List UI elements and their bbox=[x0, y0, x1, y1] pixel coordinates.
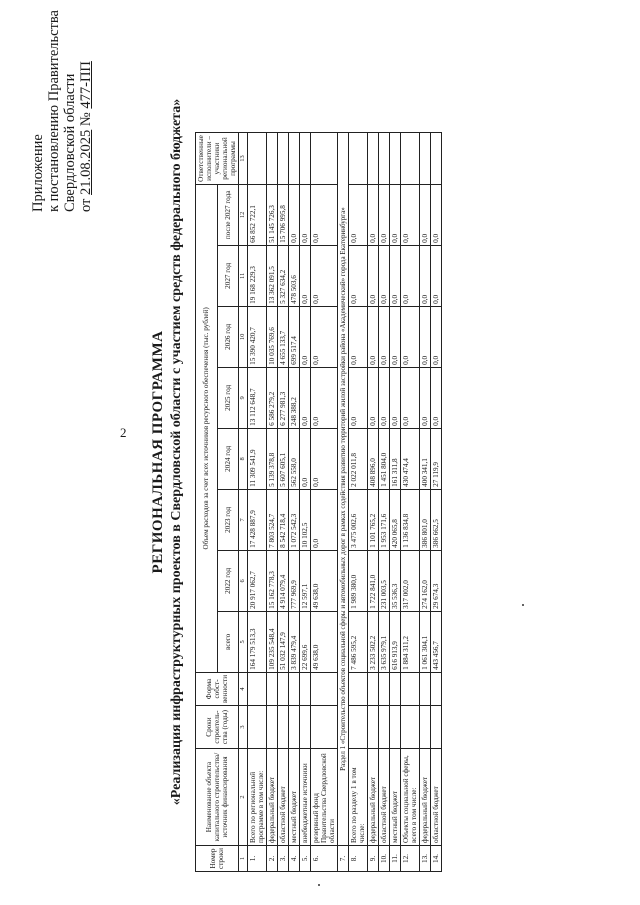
row-ownership-form bbox=[379, 672, 390, 705]
row-number: 11. bbox=[390, 846, 401, 872]
row-construction-period bbox=[248, 706, 267, 749]
row-number: 13. bbox=[420, 846, 431, 872]
row-value: 420 065,8 bbox=[390, 489, 401, 550]
section-row bbox=[338, 133, 349, 872]
row-value: 562 558,0 bbox=[289, 428, 300, 489]
row-value: 777 969,9 bbox=[289, 550, 300, 611]
table-row bbox=[390, 133, 401, 872]
row-name: областной бюджет bbox=[379, 749, 390, 846]
row-value: 15 390 420,7 bbox=[248, 306, 267, 367]
row-number: 3. bbox=[278, 846, 289, 872]
row-ownership-form bbox=[300, 672, 311, 705]
row-value: 6 277 981,3 bbox=[278, 367, 289, 428]
row-value: 0,0 bbox=[311, 428, 338, 489]
row-construction-period bbox=[431, 706, 442, 749]
row-value: 400 341,1 bbox=[420, 428, 431, 489]
row-value: 0,0 bbox=[300, 184, 311, 245]
row-value: 49 638,0 bbox=[311, 550, 338, 611]
row-value: 27 119,9 bbox=[431, 428, 442, 489]
row-ownership-form bbox=[267, 672, 278, 705]
row-ownership-form bbox=[311, 672, 338, 705]
row-value: 5 607 605,1 bbox=[278, 428, 289, 489]
section-title: Раздел 1 «Строительство объектов социальной сферы и автомобильных дорог в рамках содействия развитию территорий жилой застройки района «Академический» города Екатеринбурга» bbox=[338, 133, 349, 846]
row-value: 0,0 bbox=[289, 184, 300, 245]
row-value: 5 139 378,8 bbox=[267, 428, 278, 489]
table-row bbox=[349, 133, 368, 872]
row-value: 15 162 778,3 bbox=[267, 550, 278, 611]
header-2024: 2024 год bbox=[217, 428, 239, 489]
table-row bbox=[300, 133, 311, 872]
column-index: 8 bbox=[239, 428, 248, 489]
row-value: 231 003,5 bbox=[379, 550, 390, 611]
row-value: 0,0 bbox=[420, 306, 431, 367]
page-number: 2 bbox=[120, 425, 127, 440]
row-value: 274 162,0 bbox=[420, 550, 431, 611]
row-value: 17 428 887,9 bbox=[248, 489, 267, 550]
row-value: 13 362 091,5 bbox=[267, 245, 278, 306]
row-number: 8. bbox=[349, 846, 368, 872]
row-construction-period bbox=[390, 706, 401, 749]
table-body bbox=[239, 133, 442, 872]
row-construction-period bbox=[420, 706, 431, 749]
row-value: 1 884 311,2 bbox=[401, 611, 420, 672]
column-index: 11 bbox=[239, 245, 248, 306]
row-value: 0,0 bbox=[311, 489, 338, 550]
column-index: 2 bbox=[239, 749, 248, 846]
row-value: 22 699,6 bbox=[300, 611, 311, 672]
row-value: 478 503,6 bbox=[289, 245, 300, 306]
row-ownership-form bbox=[278, 672, 289, 705]
row-value: 0,0 bbox=[311, 306, 338, 367]
row-value: 386 801,0 bbox=[420, 489, 431, 550]
row-number: 12. bbox=[401, 846, 420, 872]
row-name: местный бюджет bbox=[289, 749, 300, 846]
row-value: 0,0 bbox=[390, 367, 401, 428]
appendix-line-2: к постановлению Правительства bbox=[46, 10, 62, 212]
row-value: 35 536,3 bbox=[390, 550, 401, 611]
row-value: 7 486 595,2 bbox=[349, 611, 368, 672]
header-ownership-form: Форма собст-венности bbox=[196, 672, 239, 705]
column-index: 3 bbox=[239, 706, 248, 749]
row-ownership-form bbox=[248, 672, 267, 705]
row-construction-period bbox=[368, 706, 379, 749]
row-value: 0,0 bbox=[390, 184, 401, 245]
row-value: 0,0 bbox=[300, 367, 311, 428]
row-value: 51 145 726,3 bbox=[267, 184, 278, 245]
row-value: 430 474,4 bbox=[401, 428, 420, 489]
row-value: 0,0 bbox=[379, 306, 390, 367]
row-value: 0,0 bbox=[379, 184, 390, 245]
row-value: 0,0 bbox=[390, 245, 401, 306]
row-name: областной бюджет bbox=[278, 749, 289, 846]
table-row bbox=[248, 133, 267, 872]
table-row bbox=[278, 133, 289, 872]
row-value: 0,0 bbox=[379, 367, 390, 428]
row-number: 9. bbox=[368, 846, 379, 872]
row-value: 0,0 bbox=[349, 306, 368, 367]
row-responsible bbox=[300, 133, 311, 185]
row-ownership-form bbox=[390, 672, 401, 705]
header-2025: 2025 год bbox=[217, 367, 239, 428]
row-value: 66 852 722,1 bbox=[248, 184, 267, 245]
column-index: 6 bbox=[239, 550, 248, 611]
date-prefix: от bbox=[78, 198, 94, 212]
header-name: Наименование объекта капитального строительства/источник финансирования bbox=[196, 749, 239, 846]
row-value: 1 072 542,3 bbox=[289, 489, 300, 550]
row-value: 0,0 bbox=[431, 184, 442, 245]
row-construction-period bbox=[311, 706, 338, 749]
row-value: 0,0 bbox=[349, 245, 368, 306]
row-number: 4. bbox=[289, 846, 300, 872]
row-value: 4 914 079,4 bbox=[278, 550, 289, 611]
table-row bbox=[379, 133, 390, 872]
row-responsible bbox=[368, 133, 379, 185]
row-value: 408 896,0 bbox=[368, 428, 379, 489]
row-value: 109 235 548,4 bbox=[267, 611, 278, 672]
row-construction-period bbox=[267, 706, 278, 749]
row-name: федеральный бюджет bbox=[267, 749, 278, 846]
row-value: 0,0 bbox=[368, 245, 379, 306]
row-number: 14. bbox=[431, 846, 442, 872]
row-value: 1 451 804,0 bbox=[379, 428, 390, 489]
row-value: 0,0 bbox=[311, 367, 338, 428]
row-ownership-form bbox=[431, 672, 442, 705]
row-responsible bbox=[379, 133, 390, 185]
row-value: 317 002,0 bbox=[401, 550, 420, 611]
row-number: 5. bbox=[300, 846, 311, 872]
column-index: 10 bbox=[239, 306, 248, 367]
header-row-number: Номер строки bbox=[196, 846, 239, 872]
row-responsible bbox=[267, 133, 278, 185]
row-value: 0,0 bbox=[300, 306, 311, 367]
decree-number: 477-ПП bbox=[78, 61, 94, 109]
row-value: 4 655 133,7 bbox=[278, 306, 289, 367]
row-value: 19 168 229,3 bbox=[248, 245, 267, 306]
row-ownership-form bbox=[349, 672, 368, 705]
row-value: 1 989 380,0 bbox=[349, 550, 368, 611]
title-block bbox=[150, 22, 185, 882]
table-row bbox=[401, 133, 420, 872]
row-construction-period bbox=[379, 706, 390, 749]
row-value: 0,0 bbox=[401, 306, 420, 367]
row-ownership-form bbox=[289, 672, 300, 705]
row-value: 0,0 bbox=[390, 306, 401, 367]
row-construction-period bbox=[300, 706, 311, 749]
table-row bbox=[368, 133, 379, 872]
row-value: 2 022 011,8 bbox=[349, 428, 368, 489]
row-value: 1 722 841,0 bbox=[368, 550, 379, 611]
row-value: 699 517,4 bbox=[289, 306, 300, 367]
appendix-block bbox=[30, 2, 94, 212]
row-value: 6 586 279,2 bbox=[267, 367, 278, 428]
row-value: 0,0 bbox=[349, 367, 368, 428]
row-value: 0,0 bbox=[431, 306, 442, 367]
row-name: федеральный бюджет bbox=[420, 749, 431, 846]
row-name: областной бюджет bbox=[431, 749, 442, 846]
row-value: 1 061 304,1 bbox=[420, 611, 431, 672]
column-index-row bbox=[239, 133, 248, 872]
row-number: 7. bbox=[338, 846, 349, 872]
row-name: местный бюджет bbox=[390, 749, 401, 846]
table-row bbox=[289, 133, 300, 872]
column-index: 13 bbox=[239, 133, 248, 185]
row-responsible bbox=[311, 133, 338, 185]
row-name: Всего по разделу 1 в том числе: bbox=[349, 749, 368, 846]
row-ownership-form bbox=[368, 672, 379, 705]
row-name: внебюджетные источники bbox=[300, 749, 311, 846]
row-value: 11 309 541,9 bbox=[248, 428, 267, 489]
row-value: 0,0 bbox=[349, 184, 368, 245]
appendix-line-1: Приложение bbox=[30, 134, 46, 212]
header-2026: 2026 год bbox=[217, 306, 239, 367]
table-row bbox=[420, 133, 431, 872]
row-name: Всего по региональной программе в том числе: bbox=[248, 749, 267, 846]
row-value: 0,0 bbox=[311, 245, 338, 306]
row-value: 161 311,8 bbox=[390, 428, 401, 489]
row-value: 0,0 bbox=[401, 245, 420, 306]
row-value: 1 101 765,2 bbox=[368, 489, 379, 550]
row-construction-period bbox=[401, 706, 420, 749]
row-value: 51 032 147,9 bbox=[278, 611, 289, 672]
number-prefix: № bbox=[78, 112, 94, 127]
decree-date: 21.08.2025 bbox=[78, 129, 94, 195]
row-value: 10 102,5 bbox=[300, 489, 311, 550]
header-total: всего bbox=[217, 611, 239, 672]
scan-dot bbox=[522, 604, 524, 606]
row-value: 616 913,9 bbox=[390, 611, 401, 672]
row-value: 0,0 bbox=[368, 184, 379, 245]
row-construction-period bbox=[349, 706, 368, 749]
row-value: 386 662,5 bbox=[431, 489, 442, 550]
row-value: 164 179 513,3 bbox=[248, 611, 267, 672]
row-value: 0,0 bbox=[300, 245, 311, 306]
row-value: 0,0 bbox=[368, 306, 379, 367]
row-value: 0,0 bbox=[311, 184, 338, 245]
column-index: 1 bbox=[239, 846, 248, 872]
scan-dot bbox=[318, 884, 320, 886]
row-value: 3 635 979,1 bbox=[379, 611, 390, 672]
row-value: 3 475 002,6 bbox=[349, 489, 368, 550]
appendix-date-line bbox=[78, 2, 94, 212]
row-number: 1. bbox=[248, 846, 267, 872]
header-volume: Объем расходов за счет всех источников ресурсного обеспечения (тыс. рублей) bbox=[196, 184, 218, 672]
table-row bbox=[267, 133, 278, 872]
row-value: 1 953 171,6 bbox=[379, 489, 390, 550]
row-value: 15 706 995,8 bbox=[278, 184, 289, 245]
column-index: 4 bbox=[239, 672, 248, 705]
program-table bbox=[195, 132, 442, 872]
row-value: 0,0 bbox=[401, 367, 420, 428]
rotated-page-content bbox=[0, 2, 640, 902]
row-ownership-form bbox=[420, 672, 431, 705]
row-responsible bbox=[349, 133, 368, 185]
column-index: 12 bbox=[239, 184, 248, 245]
row-name: федеральный бюджет bbox=[368, 749, 379, 846]
column-index: 5 bbox=[239, 611, 248, 672]
row-value: 3 233 502,2 bbox=[368, 611, 379, 672]
header-2027: 2027 год bbox=[217, 245, 239, 306]
row-value: 0,0 bbox=[431, 367, 442, 428]
row-number: 10. bbox=[379, 846, 390, 872]
document-subtitle: «Реализация инфраструктурных проектов в Свердловской области с участием средств федерального бюджета» bbox=[169, 98, 184, 806]
row-ownership-form bbox=[401, 672, 420, 705]
row-value: 0,0 bbox=[401, 184, 420, 245]
row-value: 7 803 524,7 bbox=[267, 489, 278, 550]
row-number: 6. bbox=[311, 846, 338, 872]
row-value: 1 136 834,8 bbox=[401, 489, 420, 550]
table-row bbox=[431, 133, 442, 872]
document-title: РЕГИОНАЛЬНАЯ ПРОГРАММА bbox=[150, 330, 166, 574]
row-responsible bbox=[390, 133, 401, 185]
row-value: 0,0 bbox=[431, 245, 442, 306]
row-responsible bbox=[289, 133, 300, 185]
column-index: 9 bbox=[239, 367, 248, 428]
row-name: Объекты социальной сферы, всего в том числе: bbox=[401, 749, 420, 846]
row-value: 0,0 bbox=[420, 367, 431, 428]
row-value: 0,0 bbox=[379, 245, 390, 306]
row-value: 0,0 bbox=[420, 245, 431, 306]
header-construction-period: Сроки строитель-ства (годы) bbox=[196, 706, 239, 749]
row-construction-period bbox=[289, 706, 300, 749]
row-construction-period bbox=[278, 706, 289, 749]
row-value: 5 327 634,2 bbox=[278, 245, 289, 306]
row-responsible bbox=[248, 133, 267, 185]
row-value: 49 638,0 bbox=[311, 611, 338, 672]
row-responsible bbox=[420, 133, 431, 185]
header-after-2027: после 2027 года bbox=[217, 184, 239, 245]
row-value: 20 917 062,7 bbox=[248, 550, 267, 611]
row-value: 0,0 bbox=[420, 184, 431, 245]
row-name: резервный фонд Правительства Свердловской области bbox=[311, 749, 338, 846]
row-value: 29 674,3 bbox=[431, 550, 442, 611]
row-responsible bbox=[278, 133, 289, 185]
row-value: 12 597,1 bbox=[300, 550, 311, 611]
header-responsible: Ответственные исполнители – участники региональной программы bbox=[196, 133, 239, 185]
row-value: 0,0 bbox=[368, 367, 379, 428]
column-index: 7 bbox=[239, 489, 248, 550]
row-value: 248 388,2 bbox=[289, 367, 300, 428]
row-value: 3 839 479,4 bbox=[289, 611, 300, 672]
appendix-line-3: Свердловской области bbox=[62, 73, 78, 212]
row-responsible bbox=[431, 133, 442, 185]
table-row bbox=[311, 133, 338, 872]
header-2023: 2023 год bbox=[217, 489, 239, 550]
header-2022: 2022 год bbox=[217, 550, 239, 611]
row-value: 8 542 718,4 bbox=[278, 489, 289, 550]
row-value: 0,0 bbox=[300, 428, 311, 489]
row-value: 13 112 648,7 bbox=[248, 367, 267, 428]
row-number: 2. bbox=[267, 846, 278, 872]
row-responsible bbox=[401, 133, 420, 185]
row-value: 443 456,7 bbox=[431, 611, 442, 672]
row-value: 10 035 769,6 bbox=[267, 306, 278, 367]
